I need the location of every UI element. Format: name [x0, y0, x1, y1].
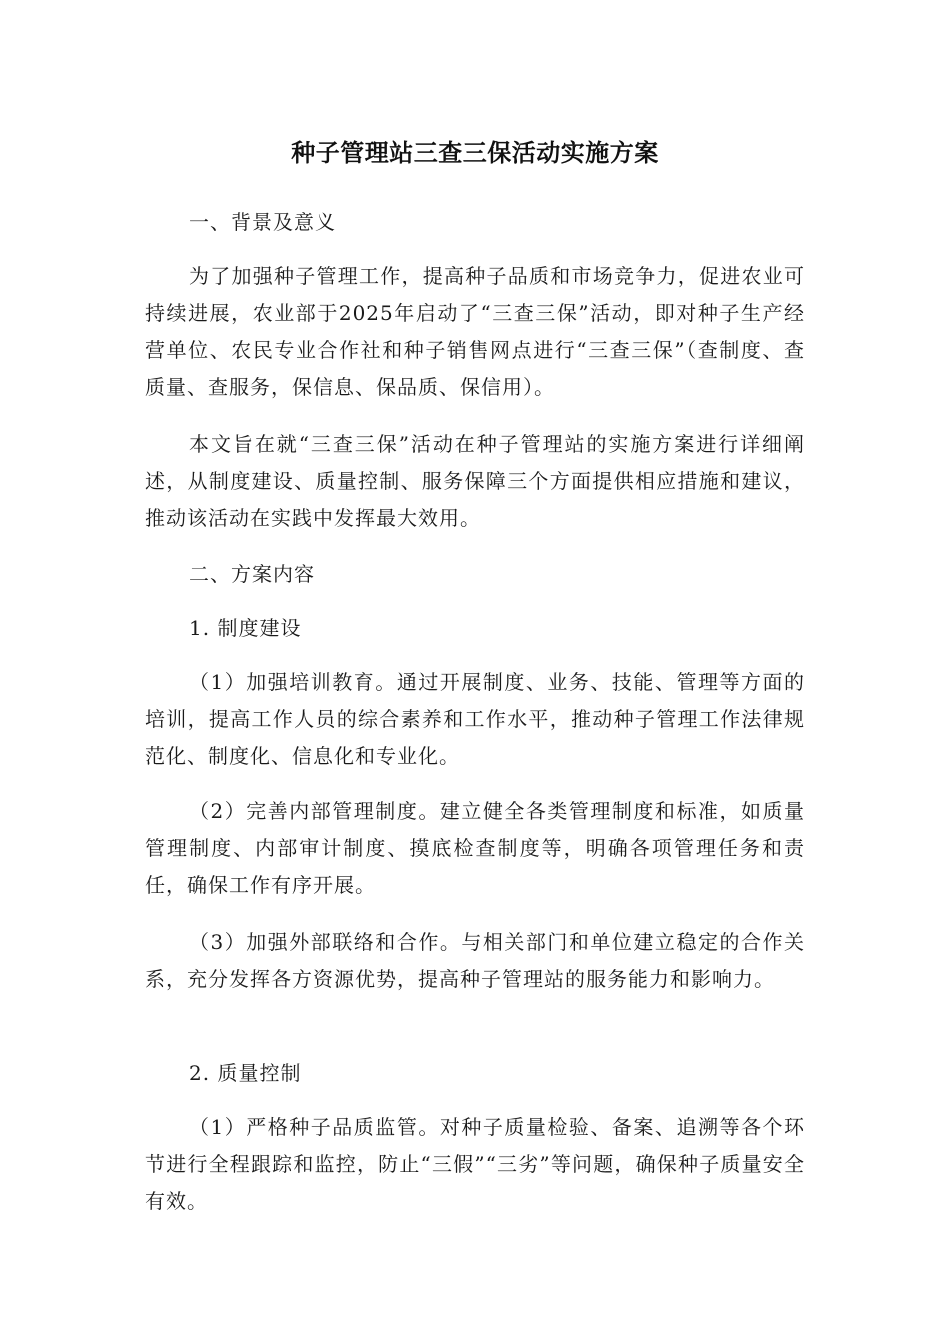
- paragraph-background-1: 为了加强种子管理工作，提高种子品质和市场竞争力，促进农业可持续进展，农业部于2025年启动了“三查三保”活动，即对种子生产经营单位、农民专业合作社和种子销售网点进行“三查三保”（查制度、查质量、查服务，保信息、保品质、保信用）。: [145, 264, 805, 399]
- paragraph-background-2: 本文旨在就“三查三保”活动在种子管理站的实施方案进行详细阐述，从制度建设、质量控制、服务保障三个方面提供相应措施和建议，推动该活动在实践中发挥最大效用。: [145, 432, 805, 530]
- section-heading-plan: 二、方案内容: [189, 562, 315, 586]
- paragraph-system-2: （2）完善内部管理制度。建立健全各类管理制度和标准，如质量管理制度、内部审计制度、摸底检查制度等，明确各项管理任务和责任，确保工作有序开展。: [145, 799, 805, 897]
- subsection-heading-quality: 2. 质量控制: [189, 1061, 302, 1085]
- subsection-heading-system: 1. 制度建设: [189, 616, 302, 640]
- document-title: 种子管理站三查三保活动实施方案: [291, 139, 659, 167]
- paragraph-quality-1: （1）严格种子品质监管。对种子质量检验、备案、追溯等各个环节进行全程跟踪和监控，防止“三假”“三劣”等问题，确保种子质量安全有效。: [145, 1115, 805, 1213]
- paragraph-system-1: （1）加强培训教育。通过开展制度、业务、技能、管理等方面的培训，提高工作人员的综合素养和工作水平，推动种子管理工作法律规范化、制度化、信息化和专业化。: [145, 670, 805, 768]
- section-heading-background: 一、背景及意义: [189, 210, 336, 234]
- paragraph-system-3: （3）加强外部联络和合作。与相关部门和单位建立稳定的合作关系，充分发挥各方资源优势，提高种子管理站的服务能力和影响力。: [145, 930, 805, 991]
